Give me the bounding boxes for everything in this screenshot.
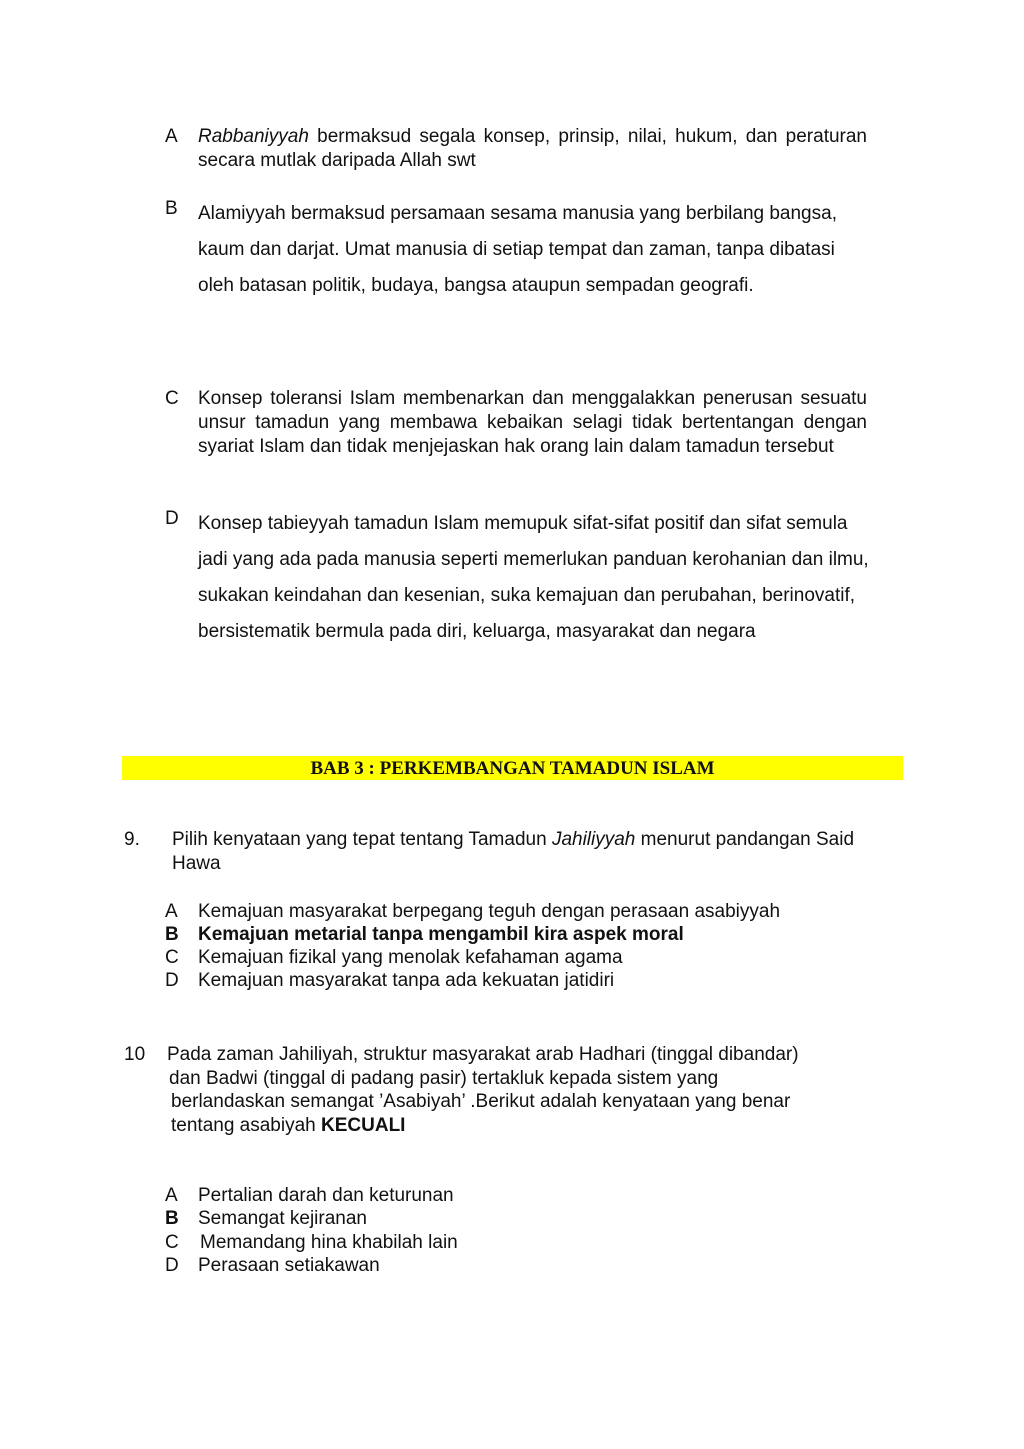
question-9-stem-part: Pilih kenyataan yang tepat tentang Tamadun [172,829,552,850]
question-9-number: 9. [124,829,140,850]
q9-option-a-text: Kemajuan masyarakat berpegang teguh dengan perasaan asabiyyah [198,901,781,922]
option-c-letter: C [165,388,179,409]
q9-option-a [165,900,780,923]
q9-option-c [165,946,623,969]
q9-option-c-text: Kemajuan fizikal yang menolak kefahaman agama [198,947,623,968]
q9-option-c-letter: C [165,947,179,968]
q9-option-d [165,969,614,992]
q10-option-d [165,1254,380,1277]
section-banner [122,756,903,780]
section-title: BAB 3 : PERKEMBANGAN TAMADUN ISLAM [310,758,715,779]
question-10-stem-lead: tentang asabiyah [171,1114,322,1136]
q10-option-b [165,1207,367,1230]
q10-option-c-letter: C [165,1232,179,1253]
question-10-stem-line [167,1114,887,1138]
question-10-stem-line: dan Badwi (tinggal di padang pasir) tertakluk kepada sistem yang [169,1067,719,1089]
option-b-letter: B [165,198,178,219]
question-9-stem-part: menurut pandangan Said Hawa [172,829,855,874]
q9-option-b-letter: B [165,924,179,945]
q9-option-a-letter: A [165,901,178,922]
question-10-stem-line: Pada zaman Jahiliyah, struktur masyarakat arab Hadhari (tinggal dibandar) [167,1044,799,1065]
q9-option-d-letter: D [165,970,179,991]
q10-option-a [165,1184,454,1207]
q10-option-b-text: Semangat kejiranan [198,1208,367,1229]
question-10-stem [167,1043,887,1137]
option-d-letter: D [165,508,179,529]
q10-option-d-letter: D [165,1255,179,1276]
option-b-text: Alamiyyah bermaksud persamaan sesama manusia yang berbilang bangsa, kaum dan darjat. Umat manusia di setiap tempat dan zaman, tanpa dibatasi oleh batasan politik, budaya, bangsa ataupun sempadan geografi. [198,203,837,296]
q9-option-d-text: Kemajuan masyarakat tanpa ada kekuatan jatidiri [198,970,615,991]
q10-option-d-text: Perasaan setiakawan [198,1255,380,1276]
question-9-stem [172,828,872,876]
q9-option-b-text: Kemajuan metarial tanpa mengambil kira aspek moral [198,924,684,945]
q10-option-b-letter: B [165,1208,179,1229]
question-10-number: 10 [124,1044,146,1065]
question-9-stem-italic: Jahiliyyah [551,829,636,850]
q10-option-a-letter: A [165,1185,178,1206]
option-a-body: bermaksud segala konsep, prinsip, nilai, hukum, dan peraturan secara mutlak daripada Allah swt [198,126,867,171]
option-a-italic-term: Rabbaniyyah [198,126,309,147]
option-c-text: Konsep toleransi Islam membenarkan dan menggalakkan penerusan sesuatu unsur tamadun yang membawa kebaikan selagi tidak bertentangan dengan syariat Islam dan tidak menjejaskan hak orang lain dalam tamadun tersebut [198,388,867,457]
question-10-stem-line: berlandaskan semangat ’Asabiyah’ .Berikut adalah kenyataan yang benar [171,1091,791,1112]
option-a-letter: A [165,126,178,147]
q9-option-b [165,923,684,946]
option-d-text: Konsep tabieyyah tamadun Islam memupuk sifat-sifat positif dan sifat semula jadi yang ada pada manusia seperti memerlukan panduan kerohanian dan ilmu, sukakan keindahan dan kesenian, suka kemajuan dan perubahan, berinovatif, bersistematik bermula pada diri, keluarga, masyarakat dan negara [198,513,869,642]
option-a-text [198,125,867,173]
question-10-stem-bold: KECUALI [321,1114,406,1136]
q10-option-c-text: Memandang hina khabilah lain [200,1232,458,1253]
q10-option-c [165,1231,458,1254]
q10-option-a-text: Pertalian darah dan keturunan [198,1185,454,1206]
